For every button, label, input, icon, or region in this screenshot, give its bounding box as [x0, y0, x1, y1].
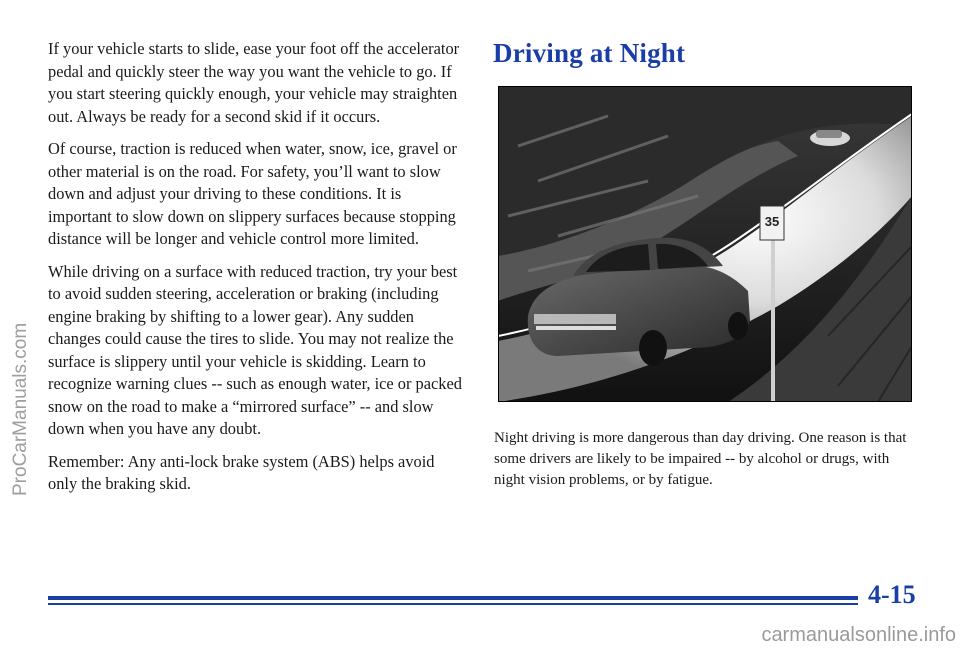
distant-car [810, 130, 850, 146]
left-column [48, 38, 466, 506]
paragraph-reduced-traction: While driving on a surface with reduced traction, try your best to avoid sudden steering, acceleration or braking (including engine braking by shifting to a lower gear). Any sudden changes could cause the tires to slide. You may not realize the surface is slippery until your vehicle is skidding. Learn to recognize warning clues -- such as enough water, ice or packed snow on the road to make a “mirrored surface” -- and slow down when you have any doubt. [48, 261, 462, 438]
watermark [0, 0, 31, 651]
section-heading: Driving at Night [493, 38, 686, 68]
night-driving-illustration [498, 86, 912, 402]
paragraph-traction: Of course, traction is reduced when water, snow, ice, gravel or other material is on the road. For safety, you’ll want to slow down and adjust your driving to these conditions. It is important to slow down on slippery surfaces because stopping distance will be longer and vehicle control more limited. [48, 139, 457, 248]
watermark-text: ProCarManuals.com [10, 322, 31, 496]
page-number: 4-15 [868, 580, 916, 609]
footer-rule [48, 596, 858, 606]
sign-speed-text: 35 [764, 214, 780, 229]
footer-site-watermark: carmanualsonline.info [761, 624, 956, 646]
paragraph-skid-recovery: If your vehicle starts to slide, ease your foot off the accelerator pedal and quickly steer the way you want the vehicle to go. If you start steering quickly enough, your vehicle may straighten out. Always be ready for a second skid if it occurs. [48, 39, 460, 126]
night-driving-svg [498, 86, 912, 402]
paragraph-abs: Remember: Any anti-lock brake system (ABS) helps avoid only the braking skid. [48, 451, 435, 493]
figure-caption: Night driving is more dangerous than day driving. One reason is that some drivers are likely to be impaired -- by alcohol or drugs, with night vision problems, or by fatigue. [494, 430, 907, 488]
